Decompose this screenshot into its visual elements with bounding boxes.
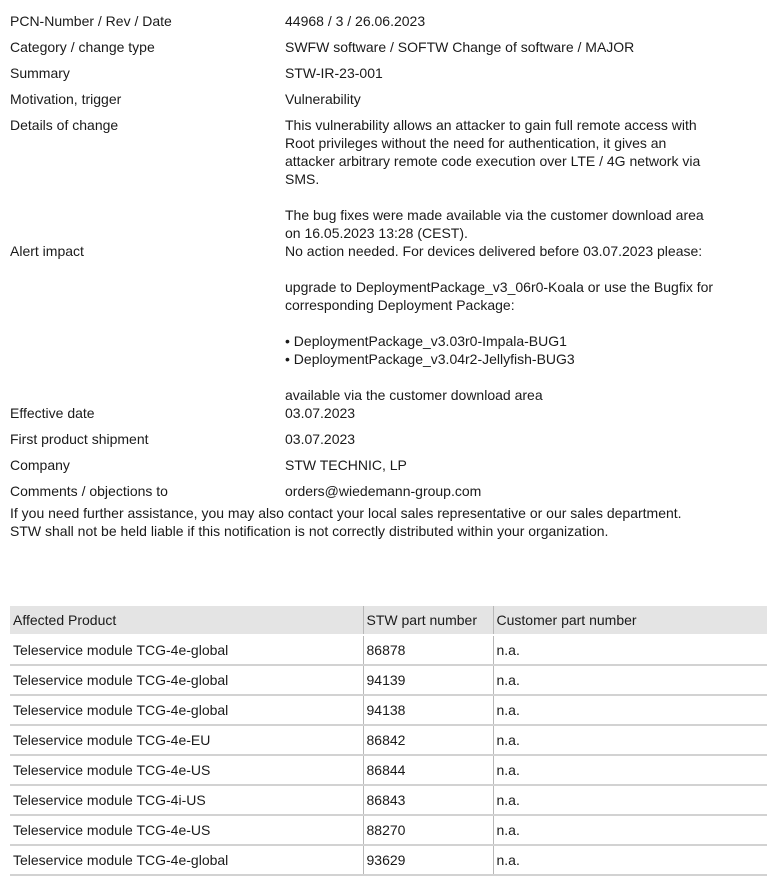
- part-number-cell: 94138: [363, 695, 493, 725]
- assistance-note: [10, 504, 770, 540]
- part-number-cell: 88270: [363, 815, 493, 845]
- table-row: [10, 665, 767, 695]
- field-label: Details of change: [10, 117, 119, 133]
- assistance-line: If you need further assistance, you may also contact your local sales representative or our sales department.: [10, 505, 682, 521]
- table-row: [10, 755, 767, 785]
- customer-part-cell: n.a.: [493, 755, 767, 785]
- table-row: [10, 785, 767, 815]
- product-name-cell: Teleservice module TCG-4e-global: [10, 695, 363, 725]
- affected-products-table: [10, 606, 767, 876]
- product-name-cell: Teleservice module TCG-4e-global: [10, 635, 363, 665]
- part-number-cell: 86843: [363, 785, 493, 815]
- part-number-cell: 86878: [363, 635, 493, 665]
- category-value: SWFW software / SOFTW Change of software / MAJOR: [285, 39, 635, 55]
- customer-part-cell: n.a.: [493, 665, 767, 695]
- table-row: [10, 815, 767, 845]
- header-affected-product: Affected Product: [10, 606, 363, 635]
- field-label: Company: [10, 457, 70, 473]
- motivation-row: [10, 90, 770, 108]
- company-value: STW TECHNIC, LP: [285, 457, 407, 473]
- product-name-cell: Teleservice module TCG-4e-global: [10, 845, 363, 875]
- category-row: [10, 38, 770, 56]
- customer-part-cell: n.a.: [493, 695, 767, 725]
- part-number-cell: 93629: [363, 845, 493, 875]
- alert-impact-row: [10, 242, 770, 404]
- header-customer-part-number: Customer part number: [493, 606, 767, 635]
- summary-value: STW-IR-23-001: [285, 65, 383, 81]
- product-name-cell: Teleservice module TCG-4e-global: [10, 665, 363, 695]
- product-name-cell: Teleservice module TCG-4e-EU: [10, 725, 363, 755]
- liability-line: STW shall not be held liable if this notification is not correctly distributed within your organization.: [10, 523, 609, 539]
- part-number-cell: 94139: [363, 665, 493, 695]
- field-label: Summary: [10, 65, 70, 81]
- details-value: This vulnerability allows an attacker to gain full remote access with Root privileges without the need for authentication, it gives an attacker arbitrary remote code execution over LTE / 4G network via SMS. The bug fixes were made available via the customer download area on 16.05.2023 13:28 (CEST).: [285, 117, 704, 241]
- company-row: [10, 456, 770, 474]
- field-label: Effective date: [10, 405, 95, 421]
- product-name-cell: Teleservice module TCG-4e-US: [10, 815, 363, 845]
- customer-part-cell: n.a.: [493, 785, 767, 815]
- alert-impact-value: No action needed. For devices delivered before 03.07.2023 please: upgrade to DeploymentPackage_v3_06r0-Koala or use the Bugfix for corresponding Deployment Package: • DeploymentPackage_v3.03r0-Impala-BUG1 • DeploymentPackage_v3.04r2-Jellyfish-BUG3 available via the customer download area: [285, 243, 714, 403]
- pcn-number-row: [10, 12, 770, 30]
- customer-part-cell: n.a.: [493, 815, 767, 845]
- field-label: Alert impact: [10, 243, 84, 259]
- summary-row: [10, 64, 770, 82]
- table-header-row: [10, 606, 767, 635]
- part-number-cell: 86842: [363, 725, 493, 755]
- product-name-cell: Teleservice module TCG-4i-US: [10, 785, 363, 815]
- customer-part-cell: n.a.: [493, 845, 767, 875]
- table-row: [10, 845, 767, 875]
- pcn-number-value: 44968 / 3 / 26.06.2023: [285, 13, 426, 29]
- effective-date-row: [10, 404, 770, 422]
- pcn-info-section: [10, 12, 770, 540]
- first-shipment-value: 03.07.2023: [285, 431, 356, 447]
- table-row: [10, 695, 767, 725]
- first-shipment-row: [10, 430, 770, 448]
- field-label: First product shipment: [10, 431, 149, 447]
- part-number-cell: 86844: [363, 755, 493, 785]
- table-row: [10, 635, 767, 665]
- field-label: PCN-Number / Rev / Date: [10, 13, 172, 29]
- header-stw-part-number: STW part number: [363, 606, 493, 635]
- motivation-value: Vulnerability: [285, 91, 361, 107]
- effective-date-value: 03.07.2023: [285, 405, 356, 421]
- comments-email: orders@wiedemann-group.com: [285, 483, 482, 499]
- field-label: Category / change type: [10, 39, 155, 55]
- product-name-cell: Teleservice module TCG-4e-US: [10, 755, 363, 785]
- field-label: Comments / objections to: [10, 483, 168, 499]
- customer-part-cell: n.a.: [493, 635, 767, 665]
- comments-row: [10, 482, 770, 500]
- details-row: [10, 116, 770, 242]
- table-row: [10, 725, 767, 755]
- field-label: Motivation, trigger: [10, 91, 122, 107]
- customer-part-cell: n.a.: [493, 725, 767, 755]
